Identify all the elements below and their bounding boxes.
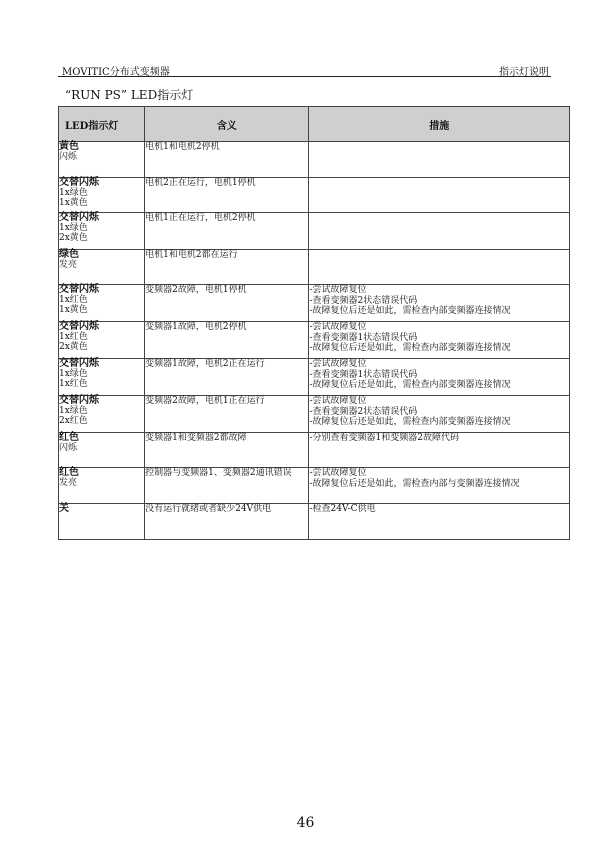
action-line: -分别查看变频器1和变频器2故障代码 — [309, 433, 459, 443]
table-row — [59, 250, 570, 285]
led-state-label: 绿色 — [59, 249, 79, 260]
led-pattern-text: 发亮 — [59, 260, 78, 270]
action-cell — [309, 468, 570, 504]
led-state-label: 交替闪烁 — [59, 177, 99, 188]
led-state-label: 关 — [59, 503, 69, 514]
led-pattern-text: 1x红色 — [59, 332, 88, 342]
table-row — [59, 504, 570, 540]
led-pattern-text: 2x黄色 — [59, 342, 88, 352]
action-cell — [309, 504, 570, 540]
led-state-label: 交替闪烁 — [59, 284, 99, 295]
led-indicator-table — [58, 106, 570, 540]
action-cell — [309, 178, 570, 213]
table-row — [59, 142, 570, 178]
led-state-label: 交替闪烁 — [59, 321, 99, 332]
header-left-title: MOVITIC分布式变频器 — [62, 67, 170, 78]
table-row — [59, 359, 570, 396]
table-header-row — [59, 107, 570, 142]
led-pattern-text: 闪烁 — [59, 152, 78, 162]
table-row — [59, 178, 570, 213]
led-state-label: 交替闪烁 — [59, 358, 99, 369]
meaning-cell: 变频器2故障，电机1停机 — [145, 285, 309, 322]
action-cell — [309, 213, 570, 250]
action-cell — [309, 433, 570, 468]
led-cell — [59, 142, 145, 178]
meaning-cell: 电机1正在运行，电机2停机 — [145, 213, 309, 250]
meaning-cell: 变频器2故障，电机1正在运行 — [145, 396, 309, 433]
table-row — [59, 396, 570, 433]
column-header-meaning: 含义 — [145, 107, 309, 142]
led-cell — [59, 322, 145, 359]
action-line: -查看变频器1状态错误代码 — [309, 332, 418, 343]
led-pattern-text: 1x绿色 — [59, 369, 88, 379]
action-cell — [309, 396, 570, 433]
action-line: -查看变频器2状态错误代码 — [309, 295, 418, 306]
meaning-cell: 电机1和电机2都在运行 — [145, 250, 309, 285]
led-cell — [59, 213, 145, 250]
action-line: -查看变频器1状态错误代码 — [309, 369, 418, 380]
led-state-label: 黄色 — [59, 141, 79, 152]
led-cell — [59, 504, 145, 540]
action-line: -故障复位后还是如此，需检查内部变频器连接情况 — [309, 417, 511, 427]
column-header-action: 措施 — [309, 107, 570, 142]
action-line: -故障复位后还是如此，需检查内部与变频器连接情况 — [309, 478, 520, 489]
led-cell — [59, 285, 145, 322]
led-pattern-text: 发亮 — [59, 478, 78, 488]
led-state-label: 红色 — [59, 467, 79, 478]
led-cell — [59, 250, 145, 285]
led-pattern-text: 1x绿色 — [59, 188, 88, 198]
table-row — [59, 468, 570, 504]
led-cell — [59, 433, 145, 468]
header-right-title: 指示灯说明 — [499, 67, 549, 78]
page-number: 46 — [296, 815, 315, 831]
action-line: -故障复位后还是如此，需检查内部变频器连接情况 — [309, 343, 511, 353]
led-pattern-text: 1x红色 — [59, 379, 88, 389]
led-pattern-text: 1x红色 — [59, 295, 88, 305]
led-pattern-text: 1x黄色 — [59, 305, 88, 315]
table-row — [59, 213, 570, 250]
meaning-cell: 变频器1和变频器2都故障 — [145, 433, 309, 468]
action-line: -尝试故障复位 — [309, 322, 367, 332]
meaning-cell: 电机1和电机2停机 — [145, 142, 309, 178]
header-rule — [58, 76, 551, 77]
led-pattern-text: 1x绿色 — [59, 406, 88, 416]
led-cell — [59, 178, 145, 213]
led-pattern-text: 1x黄色 — [59, 198, 88, 208]
led-state-label: 交替闪烁 — [59, 212, 99, 223]
table-row — [59, 285, 570, 322]
led-pattern-text: 闪烁 — [59, 443, 78, 453]
table-body — [59, 142, 570, 540]
led-pattern-text: 2x红色 — [59, 416, 88, 426]
action-line: -尝试故障复位 — [309, 396, 367, 406]
action-line: -查看变频器2状态错误代码 — [309, 406, 418, 417]
action-line: -尝试故障复位 — [309, 359, 367, 369]
action-cell — [309, 359, 570, 396]
led-state-label: 交替闪烁 — [59, 395, 99, 406]
table-row — [59, 433, 570, 468]
action-line: -尝试故障复位 — [309, 285, 367, 295]
meaning-cell: 电机2正在运行，电机1停机 — [145, 178, 309, 213]
led-cell — [59, 359, 145, 396]
action-line: -故障复位后还是如此，需检查内部变频器连接情况 — [309, 380, 511, 390]
led-cell — [59, 468, 145, 504]
led-pattern-text: 1x绿色 — [59, 223, 88, 233]
action-cell — [309, 322, 570, 359]
action-line: -检查24V-C供电 — [309, 504, 376, 514]
section-title: “RUN PS” LED指示灯 — [65, 88, 194, 102]
meaning-cell: 没有运行就绪或者缺少24V供电 — [145, 504, 309, 540]
action-cell — [309, 142, 570, 178]
action-line: -尝试故障复位 — [309, 468, 367, 478]
action-cell — [309, 285, 570, 322]
meaning-cell: 变频器1故障，电机2正在运行 — [145, 359, 309, 396]
led-pattern-text: 2x黄色 — [59, 233, 88, 243]
table-row — [59, 322, 570, 359]
action-line: -故障复位后还是如此，需检查内部变频器连接情况 — [309, 306, 511, 316]
meaning-cell: 控制器与变频器1、变频器2通讯错误 — [145, 468, 309, 504]
action-cell — [309, 250, 570, 285]
meaning-cell: 变频器1故障，电机2停机 — [145, 322, 309, 359]
led-cell — [59, 396, 145, 433]
led-state-label: 红色 — [59, 432, 79, 443]
column-header-led: LED指示灯 — [59, 107, 145, 142]
